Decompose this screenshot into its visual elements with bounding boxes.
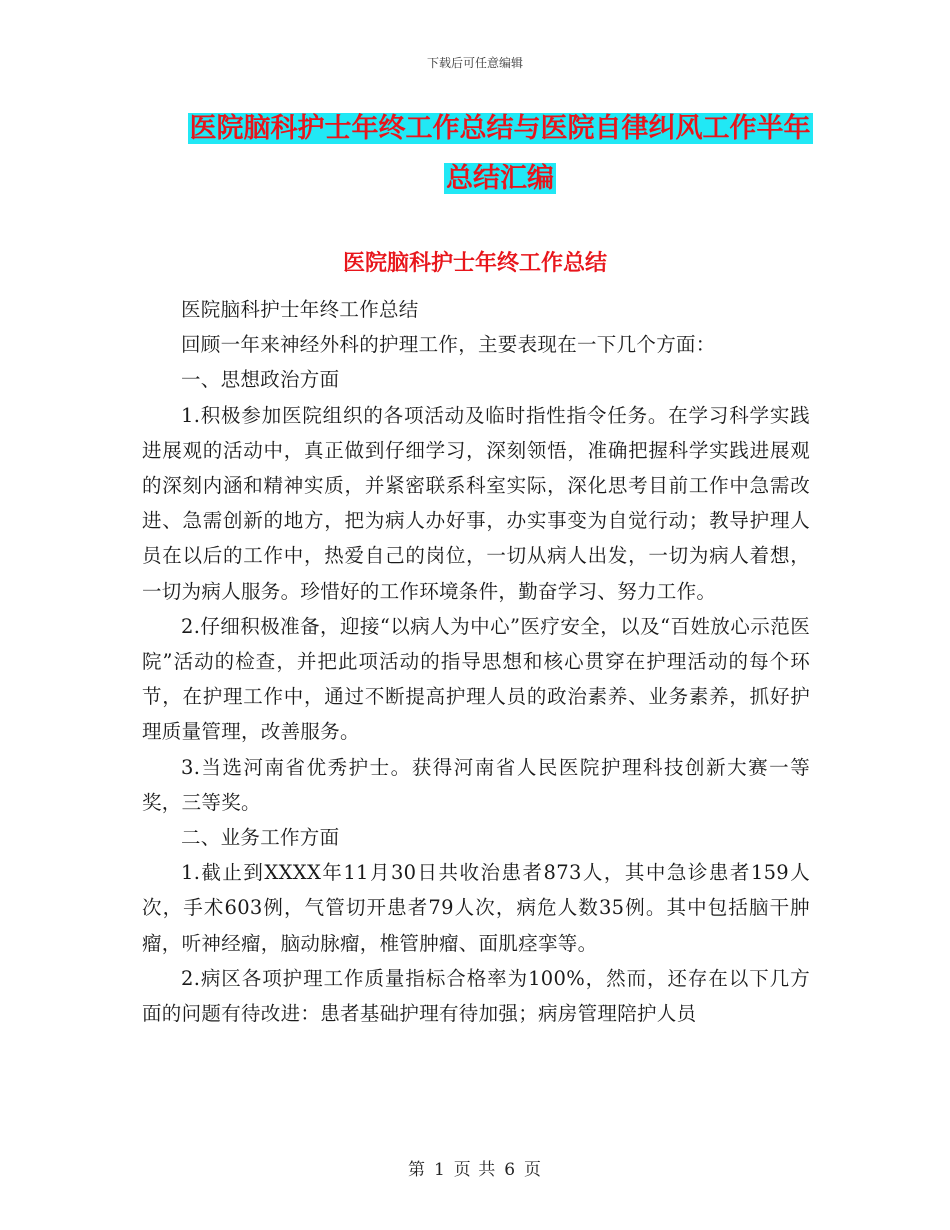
paragraph: 2.病区各项护理工作质量指标合格率为100%，然而，还存在以下几方面的问题有待改进：患者基础护理有待加强；病房管理陪护人员	[142, 966, 810, 1026]
paragraph: 3.当选河南省优秀护士。获得河南省人民医院护理科技创新大赛一等奖，三等奖。	[142, 755, 810, 814]
paragraph: 1.积极参加医院组织的各项活动及临时指性指令任务。在学习科学实践进展观的活动中，真正做到仔细学习，深刻领悟，准确把握科学实践进展观的深刻内涵和精神实质，并紧密联系科室实际，深化思考目前工作中急需改进、急需创新的地方，把为病人办好事，办实事变为自觉行动；教导护理人员在以后的工作中，热爱自己的岗位，一切从病人出发，一切为病人着想，一切为病人服务。珍惜好的工作环境条件，勤奋学习、努力工作。	[142, 403, 810, 603]
document-body	[142, 292, 810, 1031]
footer-mid: 页 共	[453, 1160, 497, 1180]
section-title: 医院脑科护士年终工作总结	[342, 251, 607, 276]
title-line-1: 医院脑科护士年终工作总结与医院自律纠风工作半年	[189, 113, 811, 144]
footer-suffix: 页	[524, 1160, 543, 1180]
paragraph: 医院脑科护士年终工作总结	[181, 298, 419, 321]
paragraph: 回顾一年来神经外科的护理工作，主要表现在一下几个方面：	[181, 333, 716, 357]
header-note: 下载后可任意编辑	[426, 56, 523, 70]
page-footer	[0, 1155, 950, 1180]
paragraph: 2.仔细积极准备，迎接“以病人为中心”医疗安全，以及“百姓放心示范医院”活动的检查，并把此项活动的指导思想和核心贯穿在护理活动的每个环节，在护理工作中，通过不断提高护理人员的政治素养、业务素养，抓好护理质量管理，改善服务。	[142, 614, 810, 744]
footer-page-number: 1	[433, 1160, 446, 1180]
paragraph: 1.截止到XXXX年11月30日共收治患者873人，其中急诊患者159人次，手术603例，气管切开患者79人次，病危人数35例。其中包括脑干肿瘤，听神经瘤，脑动脉瘤，椎管肿瘤、面肌痉挛等。	[142, 861, 810, 955]
paragraph: 一、思想政治方面	[181, 368, 340, 392]
footer-total-pages: 6	[504, 1160, 517, 1180]
document-title	[140, 104, 860, 204]
title-line-2: 总结汇编	[446, 163, 554, 194]
footer-prefix: 第	[407, 1160, 426, 1180]
paragraph: 二、业务工作方面	[181, 826, 340, 850]
